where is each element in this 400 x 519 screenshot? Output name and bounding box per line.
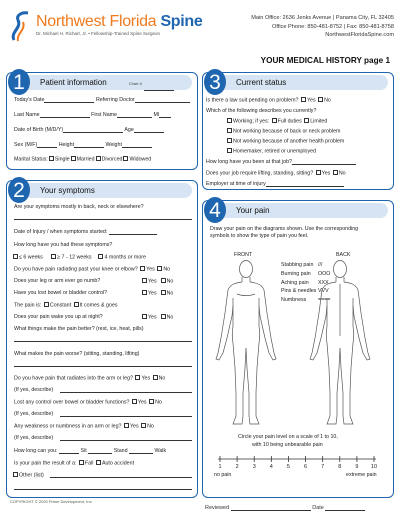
wake-night-options: [141, 314, 173, 321]
scale-instructions-2: with 10 being unbearable pain: [252, 442, 323, 448]
lawsuit-no-checkbox[interactable]: [318, 97, 323, 102]
lawsuit-yes-checkbox[interactable]: [301, 97, 306, 102]
divorced-checkbox[interactable]: [96, 156, 101, 161]
copyright: COPYRIGHT © 2020 Prime Development, Inc.: [10, 499, 93, 504]
bowel-bladder-no-checkbox[interactable]: [161, 290, 166, 295]
divorced-label: Divorced: [101, 156, 123, 163]
pain-scale-number-1[interactable]: 1: [218, 464, 222, 470]
radiates-describe-row: [14, 387, 53, 393]
pain-scale-number-7[interactable]: 7: [321, 464, 325, 470]
pain-comes-goes-label: It comes & goes: [79, 302, 118, 309]
weakness-yes-label: Yes: [129, 423, 139, 430]
back-label: BACK: [336, 252, 351, 258]
how-long-can-label: How long can you:: [14, 448, 58, 454]
widowed-checkbox[interactable]: [123, 156, 128, 161]
duration-4months-label: 4 months or more: [104, 254, 146, 261]
bowel-bladder-options: [141, 290, 173, 297]
duration-7-12weeks-checkbox[interactable]: [51, 254, 56, 259]
dob-input[interactable]: [63, 128, 123, 133]
homemaker-checkbox[interactable]: [227, 148, 232, 153]
radiating-yes-label: Yes: [146, 266, 155, 273]
no-pain-label: no pain: [214, 472, 232, 478]
weight-input[interactable]: [122, 143, 152, 148]
sit-input[interactable]: [59, 449, 79, 454]
lost-control-describe-label: (If yes, describe): [14, 411, 54, 417]
employer-input[interactable]: [266, 182, 344, 187]
lost-control-label: Lost any control over bowel or bladder functions?: [14, 399, 130, 406]
brand-name: [36, 13, 203, 31]
lawsuit-label: Is there a law suit pending on problem?: [206, 97, 299, 104]
weakness-describe-row: [14, 435, 53, 441]
height-input[interactable]: [74, 143, 104, 148]
job-lifting-no-checkbox[interactable]: [333, 170, 338, 175]
working-label: Working; if yes:: [233, 118, 270, 125]
bowel-bladder-no-label: No: [166, 290, 174, 297]
pain-instructions-1: Draw your pain on the diagrams shown. Use the corresponding: [210, 226, 359, 232]
married-label: Married: [76, 156, 95, 163]
radiates-arm-leg-yes-checkbox[interactable]: [135, 375, 140, 380]
reviewed-row: [205, 505, 365, 511]
reviewed-input[interactable]: [231, 506, 311, 511]
weakness-describe-line[interactable]: [60, 440, 192, 441]
weakness-no-checkbox[interactable]: [141, 423, 146, 428]
back-or-neck-answer-line[interactable]: [14, 219, 192, 220]
homemaker-row: [226, 148, 316, 155]
weakness-row: [14, 423, 154, 430]
leg-arm-numb-yes-label: Yes: [148, 278, 157, 285]
marital-status-row: [14, 156, 151, 163]
pain-scale-number-9[interactable]: 9: [355, 464, 359, 470]
mi-input[interactable]: [159, 113, 171, 118]
age-label: Age: [124, 127, 134, 133]
job-lifting-label: Does your job require lifting, standing, sitting?: [206, 170, 314, 177]
better-answer-line[interactable]: [14, 341, 192, 342]
q-how-long: How long have you had these symptoms?: [14, 242, 113, 248]
website-link[interactable]: NorthwestFloridaSpine.com: [325, 32, 394, 39]
todays-date-input[interactable]: [44, 98, 94, 103]
employer-label: Employer at time of injury: [206, 181, 266, 187]
auto-accident-checkbox[interactable]: [96, 460, 101, 465]
leg-arm-numb-label: Does your leg or arm ever go numb?: [14, 278, 101, 284]
not-working-health-label: Not working because of another health problem: [233, 138, 345, 145]
radiating-row: [14, 266, 170, 273]
worse-answer-line[interactable]: [14, 366, 192, 367]
brand-secondary: Spine: [160, 13, 203, 30]
weakness-yes-checkbox[interactable]: [124, 423, 129, 428]
first-name-input[interactable]: [117, 113, 152, 118]
single-checkbox[interactable]: [49, 156, 54, 161]
date-injury-input[interactable]: [109, 230, 157, 235]
duration-6weeks-checkbox[interactable]: [13, 254, 18, 259]
marital-status-label: Marital Status:: [14, 156, 48, 163]
not-working-health-checkbox[interactable]: [227, 138, 232, 143]
radiating-no-checkbox[interactable]: [157, 266, 162, 271]
other-list-line[interactable]: [50, 477, 192, 478]
full-duties-checkbox[interactable]: [272, 118, 277, 123]
leg-arm-numb-options: [141, 278, 173, 285]
widowed-label: Widowed: [129, 156, 152, 163]
lawsuit-yes-label: Yes: [306, 97, 316, 104]
radiates-arm-leg-label: Do you have pain that radiates into the arm or leg?: [14, 375, 133, 382]
fall-checkbox[interactable]: [79, 460, 84, 465]
referring-doctor-label: Referring Doctor: [95, 97, 135, 103]
pain-constant-label: Constant: [49, 302, 72, 309]
weakness-label: Any weakness or numbness in an arm or leg?: [14, 423, 122, 430]
legend-aching-symbol: XXX: [318, 279, 329, 286]
lost-control-describe-line[interactable]: [60, 416, 192, 417]
section1-title: Patient information: [40, 78, 107, 87]
how-long-job-row: [206, 159, 356, 165]
q-describes: Which of the following describes you currently?: [206, 108, 317, 114]
radiating-label: Do you have pain radiating past your knee or elbow?: [14, 266, 138, 273]
q-better: What things make the pain better? (rest, ice, heat, pills): [14, 326, 144, 332]
duration-7-12weeks-label: ≥ 7 - 12 weeks: [57, 254, 92, 261]
radiates-arm-leg-no-label: No: [158, 375, 166, 382]
q-worse: What makes the pain worse? (sitting, standing, lifting): [14, 351, 140, 357]
section3-header: [210, 75, 388, 90]
last-name-input[interactable]: [40, 113, 90, 118]
other-list-line-2[interactable]: [14, 489, 192, 490]
extreme-pain-label: extreme pain: [346, 472, 377, 478]
lost-control-yes-checkbox[interactable]: [132, 399, 137, 404]
section4-header: [210, 203, 388, 218]
lost-control-yes-label: Yes: [137, 399, 147, 406]
sex-height-weight-row: [14, 142, 152, 148]
legend-stabbing-symbol: ///: [318, 262, 323, 268]
pain-scale-numbers: [214, 464, 384, 472]
pain-instructions-2: symbols to show the type of pain you feel.: [210, 233, 309, 239]
wake-night-label: Does your pain wake you up at night?: [14, 314, 103, 320]
fall-label: Fall: [84, 460, 94, 467]
single-label: Single: [54, 156, 70, 163]
bowel-bladder-yes-label: Yes: [148, 290, 157, 297]
office-phone: Office Phone: 850-481-8752 | Fax: 850-481-8758: [271, 23, 394, 30]
employer-row: [206, 181, 344, 187]
sit-label: Sit: [80, 448, 87, 454]
front-label: FRONT: [234, 252, 253, 258]
full-duties-label: Full duties: [277, 118, 302, 125]
working-checkbox[interactable]: [227, 118, 232, 123]
section2-header: [14, 183, 192, 198]
dob-label: Date of Birth (M/D/Y): [14, 127, 64, 133]
duration-4months-checkbox[interactable]: [98, 254, 103, 259]
section1-badge: 1: [8, 69, 30, 95]
homemaker-label: Homemaker, retired or unemployed: [233, 148, 317, 155]
not-working-back-row: [226, 128, 340, 135]
pain-scale-number-2[interactable]: 2: [235, 464, 239, 470]
radiates-arm-leg-no-checkbox[interactable]: [153, 375, 158, 380]
pain-comes-goes-checkbox[interactable]: [74, 302, 79, 307]
bowel-bladder-label: Have you lost bowel or bladder control?: [14, 290, 108, 296]
radiates-arm-leg-row: [14, 375, 165, 382]
duration-row: [12, 254, 146, 261]
walk-input[interactable]: [129, 449, 153, 454]
spine-logo-icon: [8, 10, 36, 44]
stand-input[interactable]: [88, 449, 112, 454]
age-input[interactable]: [134, 128, 164, 133]
wake-night-yes-label: Yes: [148, 314, 157, 321]
limited-checkbox[interactable]: [304, 118, 309, 123]
page-title: YOUR MEDICAL HISTORY page 1: [260, 56, 390, 65]
section4-badge: 4: [204, 197, 226, 223]
pain-scale-number-10[interactable]: 10: [370, 464, 378, 470]
lost-control-row: [14, 399, 162, 406]
other-list-label: Other (list): [19, 472, 44, 479]
legend-burning-symbol: OOO: [318, 270, 331, 277]
limited-label: Limited: [310, 118, 328, 125]
pain-constant-checkbox[interactable]: [44, 302, 49, 307]
job-lifting-no-label: No: [338, 170, 346, 177]
date-input[interactable]: [325, 506, 365, 511]
q-back-or-neck: Are your symptoms mostly in back, neck or elsewhere?: [14, 204, 144, 210]
pain-is-label: The pain is:: [14, 302, 42, 309]
date-injury-row: [14, 229, 157, 235]
lawsuit-no-label: No: [324, 97, 331, 104]
leg-arm-numb-no-checkbox[interactable]: [161, 278, 166, 283]
office-address: Main Office: 2636 Jenks Avenue | Panama City, FL 32405: [251, 15, 394, 21]
last-name-label: Last Name: [14, 112, 40, 118]
pain-scale-number-5[interactable]: 5: [286, 464, 290, 470]
pain-is-row: [14, 302, 118, 309]
not-working-back-label: Not working because of back or neck problem: [233, 128, 341, 135]
section3-title: Current status: [236, 78, 287, 87]
section2-badge: 2: [8, 177, 30, 203]
pain-scale-number-4[interactable]: 4: [269, 464, 273, 470]
radiating-no-label: No: [163, 266, 171, 273]
how-long-job-input[interactable]: [292, 160, 356, 165]
radiates-describe-label: (If yes, describe): [14, 387, 54, 393]
section4-title: Your pain: [236, 206, 270, 215]
radiates-describe-line[interactable]: [60, 392, 192, 393]
first-name-label: First Name: [91, 112, 118, 118]
radiates-arm-leg-yes-label: Yes: [141, 375, 151, 382]
wake-night-yes-checkbox[interactable]: [142, 314, 147, 319]
front-body-diagram[interactable]: [206, 258, 296, 430]
sex-label: Sex (M/F): [14, 142, 38, 148]
leg-arm-numb-no-label: No: [166, 278, 174, 285]
dob-row: [14, 127, 164, 133]
todays-date-label: Today's Date: [14, 97, 45, 103]
section3-badge: 3: [204, 69, 226, 95]
wake-night-no-label: No: [166, 314, 174, 321]
job-lifting-yes-label: Yes: [321, 170, 331, 177]
lost-control-describe-row: [14, 411, 53, 417]
logo: [8, 10, 208, 44]
result-of-row: [14, 460, 134, 467]
pain-scale-number-6[interactable]: 6: [304, 464, 308, 470]
bowel-bladder-yes-checkbox[interactable]: [142, 290, 147, 295]
date-label: Date: [312, 505, 324, 511]
result-of-label: Is your pain the result of a:: [14, 460, 77, 467]
scale-instructions-1: Circle your pain level on a scale of 1 to 10,: [238, 434, 338, 440]
weakness-no-label: No: [147, 423, 154, 430]
back-body-diagram[interactable]: [300, 258, 390, 430]
date-injury-label: Date of Injury / when symptoms started:: [14, 229, 108, 235]
chart-number-input[interactable]: [144, 86, 174, 91]
legend-burning-label: Burning pain: [281, 270, 311, 277]
working-row: [226, 118, 327, 125]
lost-control-no-checkbox[interactable]: [149, 399, 154, 404]
wake-night-no-checkbox[interactable]: [161, 314, 166, 319]
weight-label: Weight: [105, 142, 122, 148]
section1-header: [14, 75, 192, 90]
married-checkbox[interactable]: [71, 156, 76, 161]
mi-label: MI: [153, 112, 160, 118]
legend-pins-needles-label: Pins & needles: [281, 288, 317, 295]
height-label: Height: [58, 142, 75, 148]
duration-6weeks-label: ≤ 6 weeks: [19, 254, 43, 261]
weakness-describe-label: (If yes, describe): [14, 435, 54, 441]
leg-arm-numb-yes-checkbox[interactable]: [142, 278, 147, 283]
reviewed-label: Reviewed: [205, 505, 230, 511]
legend-numbness-symbol: ====: [318, 297, 331, 304]
other-list-row: [12, 472, 44, 479]
lost-control-no-label: No: [155, 399, 162, 406]
how-long-job-label: How long have you been at that job?: [206, 159, 292, 165]
job-lifting-row: [206, 170, 346, 177]
legend-aching-label: Aching pain: [281, 279, 309, 286]
other-list-checkbox[interactable]: [13, 472, 18, 477]
legend-pins-needles-symbol: VVV: [318, 288, 329, 295]
radiating-yes-checkbox[interactable]: [140, 266, 145, 271]
walk-label: Walk: [154, 448, 167, 454]
contact-info: [251, 14, 394, 40]
not-working-health-row: [226, 138, 344, 145]
pain-scale-number-8[interactable]: 8: [338, 464, 342, 470]
name-row: [14, 112, 171, 118]
how-long-can-row: [14, 448, 166, 454]
job-lifting-yes-checkbox[interactable]: [316, 170, 321, 175]
referring-doctor-input[interactable]: [135, 98, 190, 103]
pain-scale-number-3[interactable]: 3: [252, 464, 256, 470]
section2-title: Your symptoms: [40, 186, 95, 195]
auto-accident-label: Auto accident: [101, 460, 135, 467]
sex-input[interactable]: [37, 143, 57, 148]
brand-subtitle: Dr. Michael H. Richart, Jr. • Fellowship-Trained Spine Surgeon: [36, 31, 160, 36]
not-working-back-checkbox[interactable]: [227, 128, 232, 133]
todays-date-row: [14, 97, 190, 103]
chart-number-label: Chart #: [128, 81, 142, 86]
lawsuit-row: [206, 97, 331, 104]
legend-numbness-label: Numbness: [281, 297, 307, 304]
brand-primary: Northwest Florida: [36, 13, 157, 30]
legend-stabbing-label: Stabbing pain: [281, 262, 314, 268]
stand-label: Stand: [113, 448, 128, 454]
